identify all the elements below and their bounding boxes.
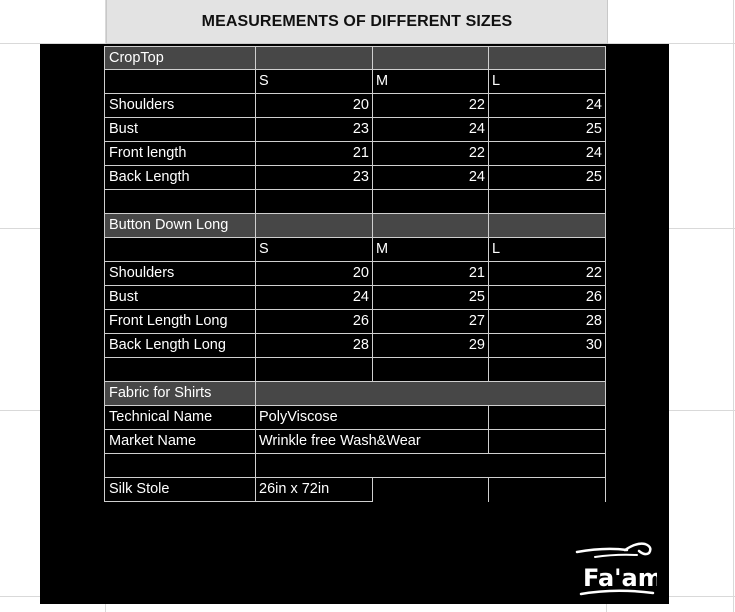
empty-cell[interactable] — [256, 454, 606, 478]
row-label[interactable]: Front Length Long — [104, 310, 256, 334]
spacer-row — [104, 190, 606, 214]
empty-cell[interactable] — [373, 46, 489, 70]
row-label[interactable]: Shoulders — [104, 262, 256, 286]
size-header-row — [104, 238, 606, 262]
value-l[interactable]: 26 — [489, 286, 606, 310]
empty-cell[interactable] — [489, 358, 606, 382]
value-s[interactable]: 21 — [256, 142, 373, 166]
empty-cell[interactable] — [256, 46, 373, 70]
empty-cell[interactable] — [104, 190, 256, 214]
table-row — [104, 310, 606, 334]
value-m[interactable]: 24 — [373, 166, 489, 190]
empty-cell[interactable] — [104, 238, 256, 262]
value-l[interactable]: 30 — [489, 334, 606, 358]
table-row — [104, 286, 606, 310]
table-row — [104, 478, 606, 502]
section-title[interactable]: Button Down Long — [104, 214, 256, 238]
size-header-l[interactable]: L — [489, 238, 606, 262]
empty-cell[interactable] — [256, 382, 606, 406]
table-row — [104, 118, 606, 142]
size-header-l[interactable]: L — [489, 70, 606, 94]
value-l[interactable]: 24 — [489, 94, 606, 118]
empty-cell[interactable] — [373, 478, 489, 502]
fabric-value[interactable]: Wrinkle free Wash&Wear — [256, 430, 489, 454]
size-header-s[interactable]: S — [256, 238, 373, 262]
grid-line — [733, 0, 734, 612]
row-label[interactable]: Back Length — [104, 166, 256, 190]
value-l[interactable]: 22 — [489, 262, 606, 286]
value-m[interactable]: 24 — [373, 118, 489, 142]
value-m[interactable]: 27 — [373, 310, 489, 334]
value-l[interactable]: 25 — [489, 118, 606, 142]
empty-cell[interactable] — [489, 190, 606, 214]
value-m[interactable]: 25 — [373, 286, 489, 310]
empty-cell[interactable] — [373, 358, 489, 382]
section-header-button-down — [104, 214, 606, 238]
table-row — [104, 94, 606, 118]
spacer-row — [104, 454, 606, 478]
value-m[interactable]: 29 — [373, 334, 489, 358]
value-l[interactable]: 28 — [489, 310, 606, 334]
page-title[interactable]: MEASUREMENTS OF DIFFERENT SIZES — [106, 0, 608, 44]
value-m[interactable]: 21 — [373, 262, 489, 286]
empty-cell[interactable] — [373, 214, 489, 238]
size-chart-table — [104, 46, 606, 502]
row-label[interactable]: Market Name — [104, 430, 256, 454]
value-l[interactable]: 25 — [489, 166, 606, 190]
row-label[interactable]: Back Length Long — [104, 334, 256, 358]
row-label[interactable]: Technical Name — [104, 406, 256, 430]
row-label[interactable]: Bust — [104, 118, 256, 142]
value-s[interactable]: 24 — [256, 286, 373, 310]
value-m[interactable]: 22 — [373, 142, 489, 166]
table-row — [104, 262, 606, 286]
stole-value[interactable]: 26in x 72in — [256, 478, 373, 502]
fabric-value[interactable]: PolyViscose — [256, 406, 489, 430]
empty-cell[interactable] — [489, 430, 606, 454]
row-label[interactable]: Bust — [104, 286, 256, 310]
empty-cell[interactable] — [489, 214, 606, 238]
logo-text: Fa'am — [583, 564, 657, 592]
section-header-croptop — [104, 46, 606, 70]
value-s[interactable]: 23 — [256, 118, 373, 142]
faam-logo — [575, 538, 657, 600]
value-l[interactable]: 24 — [489, 142, 606, 166]
row-label[interactable]: Silk Stole — [104, 478, 256, 502]
faam-logo-mark — [575, 538, 657, 600]
empty-cell[interactable] — [256, 190, 373, 214]
section-title[interactable]: CropTop — [104, 46, 256, 70]
table-row — [104, 406, 606, 430]
value-s[interactable]: 20 — [256, 94, 373, 118]
table-row — [104, 430, 606, 454]
empty-cell[interactable] — [104, 358, 256, 382]
size-header-s[interactable]: S — [256, 70, 373, 94]
size-header-m[interactable]: M — [373, 238, 489, 262]
value-s[interactable]: 26 — [256, 310, 373, 334]
table-row — [104, 166, 606, 190]
empty-cell[interactable] — [104, 454, 256, 478]
value-m[interactable]: 22 — [373, 94, 489, 118]
value-s[interactable]: 20 — [256, 262, 373, 286]
section-title[interactable]: Fabric for Shirts — [104, 382, 256, 406]
empty-cell[interactable] — [489, 46, 606, 70]
empty-cell[interactable] — [373, 190, 489, 214]
empty-cell[interactable] — [489, 406, 606, 430]
row-label[interactable]: Front length — [104, 142, 256, 166]
empty-cell[interactable] — [256, 358, 373, 382]
empty-cell[interactable] — [256, 214, 373, 238]
empty-cell[interactable] — [104, 70, 256, 94]
table-row — [104, 334, 606, 358]
value-s[interactable]: 23 — [256, 166, 373, 190]
row-label[interactable]: Shoulders — [104, 94, 256, 118]
size-header-row — [104, 70, 606, 94]
section-header-fabric — [104, 382, 606, 406]
empty-cell[interactable] — [489, 478, 606, 502]
table-row — [104, 142, 606, 166]
size-header-m[interactable]: M — [373, 70, 489, 94]
value-s[interactable]: 28 — [256, 334, 373, 358]
spacer-row — [104, 358, 606, 382]
